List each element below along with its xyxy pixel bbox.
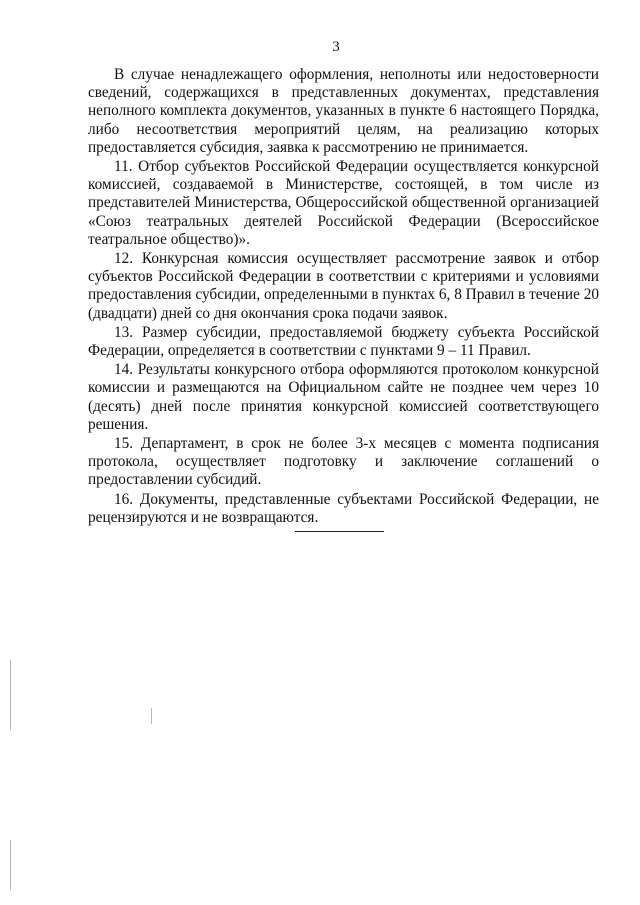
scan-artifact-left-lower — [10, 840, 11, 890]
document-body — [88, 66, 599, 528]
paragraph-11: 11. Отбор субъектов Российской Федерации осуществляется конкурсной комиссией, создаваемой в Министерстве, состоящей, в том числе из представителей Министерства, Общероссийской общественной организацией «Союз театральных деятелей Российской Федерации (Всероссийское театральное общество)». — [88, 158, 599, 248]
paragraph-12: 12. Конкурсная комиссия осуществляет рассмотрение заявок и отбор субъектов Российской Федерации в соответствии с критериями и условиями предоставления субсидии, определенными в пунктах 6, 8 Правил в течение 20 (двадцати) дней со дня окончания срока подачи заявок. — [88, 250, 599, 322]
paragraph-16: 16. Документы, представленные субъектами Российской Федерации, не рецензируются и не возвращаются. — [88, 490, 599, 526]
paragraph-14: 14. Результаты конкурсного отбора оформляются протоколом конкурсной комиссии и размещаются на Официальном сайте не позднее чем через 10 (десять) дней после принятия конкурсной комиссией соответствующего решения. — [88, 361, 599, 433]
page-number: 3 — [332, 39, 340, 55]
scan-artifact-left-upper — [10, 660, 11, 730]
paragraph-13: 13. Размер субсидии, предоставляемой бюджету субъекта Российской Федерации, определяется в соответствии с пунктами 9 – 11 Правил. — [88, 323, 599, 360]
scan-artifact-middle — [151, 708, 152, 724]
closing-divider — [295, 531, 384, 532]
paragraph-rejection-conditions: В случае ненадлежащего оформления, неполноты или недостоверности сведений, содержащихся в представленных документах, представления неполного комплекта документов, указанных в пункте 6 настоящего Порядка, либо несоответствия мероприятий целям, на реализацию которых предоставляется субсидия, заявка к рассмотрению не принимается. — [88, 66, 599, 156]
paragraph-15: 15. Департамент, в срок не более 3-х месяцев с момента подписания протокола, осуществляет подготовку и заключение соглашений о предоставлении субсидий. — [88, 435, 599, 489]
